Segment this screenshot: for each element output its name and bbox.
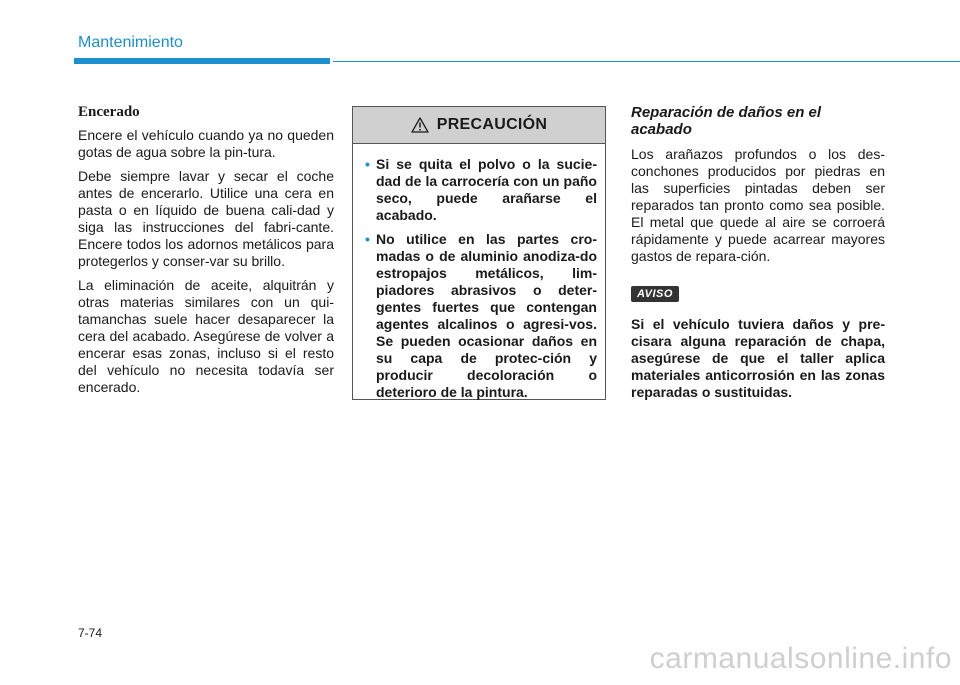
caution-title: PRECAUCIÓN	[436, 116, 548, 133]
waxing-paragraph-2: Debe siempre lavar y secar el coche antes de encerarlo. Utilice una cera en pasta o en líquido de buena cali-dad y siga las instrucciones del fabri-cante. Encere todos los adornos metálicos para protegerlos y conser-var su brillo.	[78, 168, 334, 269]
notice-text: Si el vehículo tuviera daños y pre-cisara alguna reparación de chapa, asegúrese de que el taller aplica materiales anticorrosión en las zonas reparadas o sustituidas.	[631, 316, 885, 400]
section-title: Mantenimiento	[78, 34, 183, 51]
warning-triangle-icon	[411, 117, 429, 133]
notice-badge: AVISO	[631, 286, 679, 302]
repair-heading: Reparación de daños en el acabado	[631, 104, 822, 138]
waxing-heading: Encerado	[78, 104, 140, 120]
page-number: 7-74	[78, 626, 103, 640]
repair-paragraph: Los arañazos profundos o los des-conchones producidos por piedras en las superficies pintadas deben ser reparados tan pronto como sea posible. El metal que quede al aire se corroerá rápidamente y puede acarrear mayores gastos de repara-ción.	[631, 146, 885, 264]
bullet-marker: •	[365, 231, 370, 247]
repair-column	[631, 104, 885, 401]
watermark: carmanualsonline.info	[649, 642, 952, 675]
waxing-column	[78, 104, 334, 403]
caution-header	[353, 107, 605, 144]
caution-item	[367, 156, 597, 224]
waxing-paragraph-3: La eliminación de aceite, alquitrán y otras materias similares con un qui-tamanchas suele hacer desaparecer la cera del acabado. Asegúrese de volver a encerar esas zonas, incluso si el resto del vehículo no necesita todavía ser encerado.	[78, 277, 334, 395]
waxing-paragraph-1: Encere el vehículo cuando ya no queden gotas de agua sobre la pin-tura.	[78, 127, 334, 160]
header-rule-thin	[333, 61, 960, 62]
caution-item	[367, 231, 597, 401]
caution-item-text: No utilice en las partes cro-madas o de aluminio anodiza-do estropajos metálicos, lim-piadores abrasivos o deter-gentes fuertes que contengan agentes alcalinos o agresi-vos. Se pueden ocasionar daños en su capa de protec-ción y producir decoloración o deterioro de la pintura.	[376, 231, 597, 400]
header-rule-thick	[74, 58, 330, 64]
caution-box	[352, 106, 606, 400]
caution-item-text: Si se quita el polvo o la sucie-dad de la carrocería con un paño seco, puede arañarse el acabado.	[376, 156, 597, 223]
bullet-marker: •	[365, 156, 370, 172]
caution-list	[353, 144, 605, 401]
